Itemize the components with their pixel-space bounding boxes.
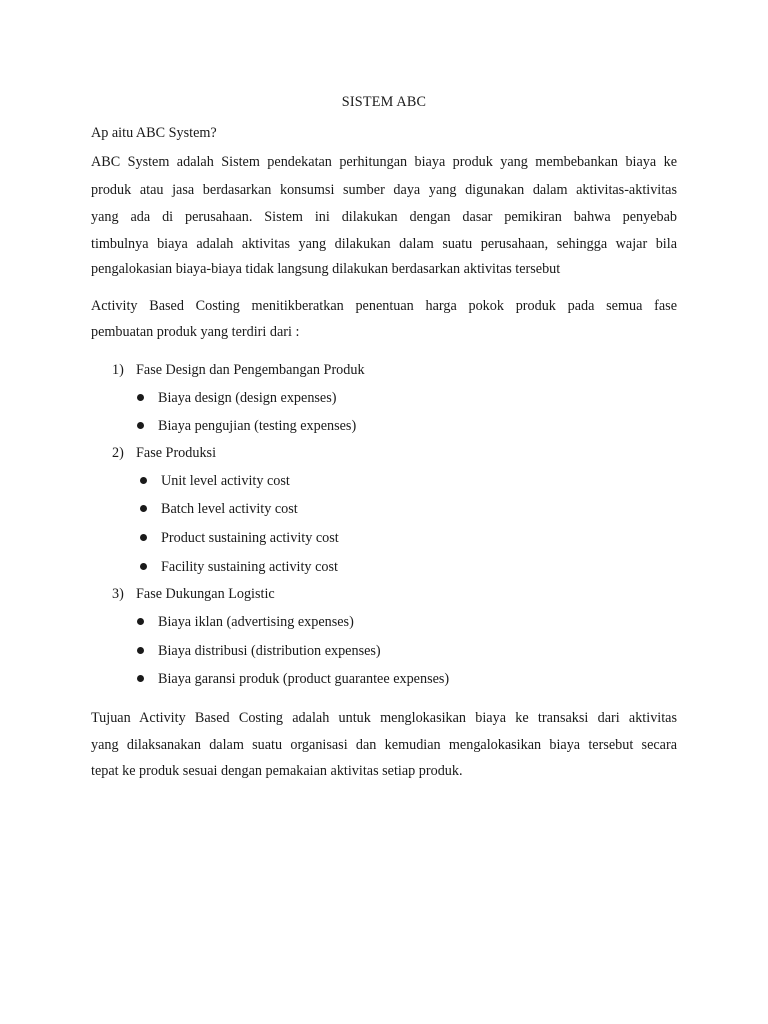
bullet-icon <box>140 505 147 512</box>
phase-2-number: 2) <box>112 445 124 461</box>
bullet-icon <box>137 394 144 401</box>
phase-2-bullet-2 <box>140 499 298 519</box>
bullet-icon <box>137 647 144 654</box>
bullet-text: Product sustaining activity cost <box>161 530 339 546</box>
phase-3-number: 3) <box>112 586 124 602</box>
phase-2-bullet-4 <box>140 557 338 577</box>
phase-2-item <box>112 443 216 463</box>
bullet-text: Biaya pengujian (testing expenses) <box>158 418 357 434</box>
document-title: SISTEM ABC <box>341 94 427 110</box>
question-heading: Ap aitu ABC System? <box>91 125 217 141</box>
phase-3-bullet-3 <box>137 669 449 689</box>
para1-line-5: pengalokasian biaya-biaya tidak langsung dilakukan berdasarkan aktivitas tersebut <box>91 261 561 277</box>
para2-line-1: Activity Based Costing menitikberatkan penentuan harga pokok produk pada semua fase <box>91 298 677 314</box>
para1-line-1: ABC System adalah Sistem pendekatan perhitungan biaya produk yang membebankan biaya ke <box>91 154 677 170</box>
bullet-icon <box>140 534 147 541</box>
phase-1-bullet-2 <box>137 416 356 436</box>
phase-1-item <box>112 360 365 380</box>
para3-line-1: Tujuan Activity Based Costing adalah untuk menglokasikan biaya ke transaksi dari aktivitas <box>91 710 677 726</box>
bullet-text: Biaya iklan (advertising expenses) <box>158 614 354 630</box>
bullet-icon <box>137 422 144 429</box>
bullet-text: Biaya garansi produk (product guarantee expenses) <box>158 671 450 687</box>
phase-1-bullet-1 <box>137 388 336 408</box>
phase-3-label: Fase Dukungan Logistic <box>136 586 275 602</box>
bullet-text: Facility sustaining activity cost <box>161 559 338 575</box>
para2-line-2: pembuatan produk yang terdiri dari : <box>91 324 300 340</box>
bullet-icon <box>140 563 147 570</box>
phase-1-label: Fase Design dan Pengembangan Produk <box>136 362 365 378</box>
phase-2-bullet-3 <box>140 528 339 548</box>
para3-line-3: tepat ke produk sesuai dengan pemakaian aktivitas setiap produk. <box>91 763 463 779</box>
bullet-icon <box>137 675 144 682</box>
para1-line-3: yang ada di perusahaan. Sistem ini dilakukan dengan dasar pemikiran bahwa penyebab <box>91 209 677 225</box>
phase-2-label: Fase Produksi <box>136 445 217 461</box>
para1-line-4: timbulnya biaya adalah aktivitas yang dilakukan dalam suatu perusahaan, sehingga wajar bila <box>91 236 677 252</box>
phase-3-item <box>112 584 275 604</box>
bullet-text: Batch level activity cost <box>161 501 298 517</box>
bullet-icon <box>137 618 144 625</box>
phase-1-number: 1) <box>112 362 124 378</box>
phase-2-bullet-1 <box>140 471 290 491</box>
para1-line-2: produk atau jasa berdasarkan konsumsi sumber daya yang digunakan dalam aktivitas-aktivitas <box>91 182 677 198</box>
para3-line-2: yang dilaksanakan dalam suatu organisasi dan kemudian mengalokasikan biaya tersebut secara <box>91 737 677 753</box>
bullet-icon <box>140 477 147 484</box>
phase-3-bullet-1 <box>137 612 354 632</box>
bullet-text: Biaya distribusi (distribution expenses) <box>158 643 381 659</box>
phase-3-bullet-2 <box>137 641 381 661</box>
bullet-text: Biaya design (design expenses) <box>158 390 337 406</box>
bullet-text: Unit level activity cost <box>161 473 290 489</box>
